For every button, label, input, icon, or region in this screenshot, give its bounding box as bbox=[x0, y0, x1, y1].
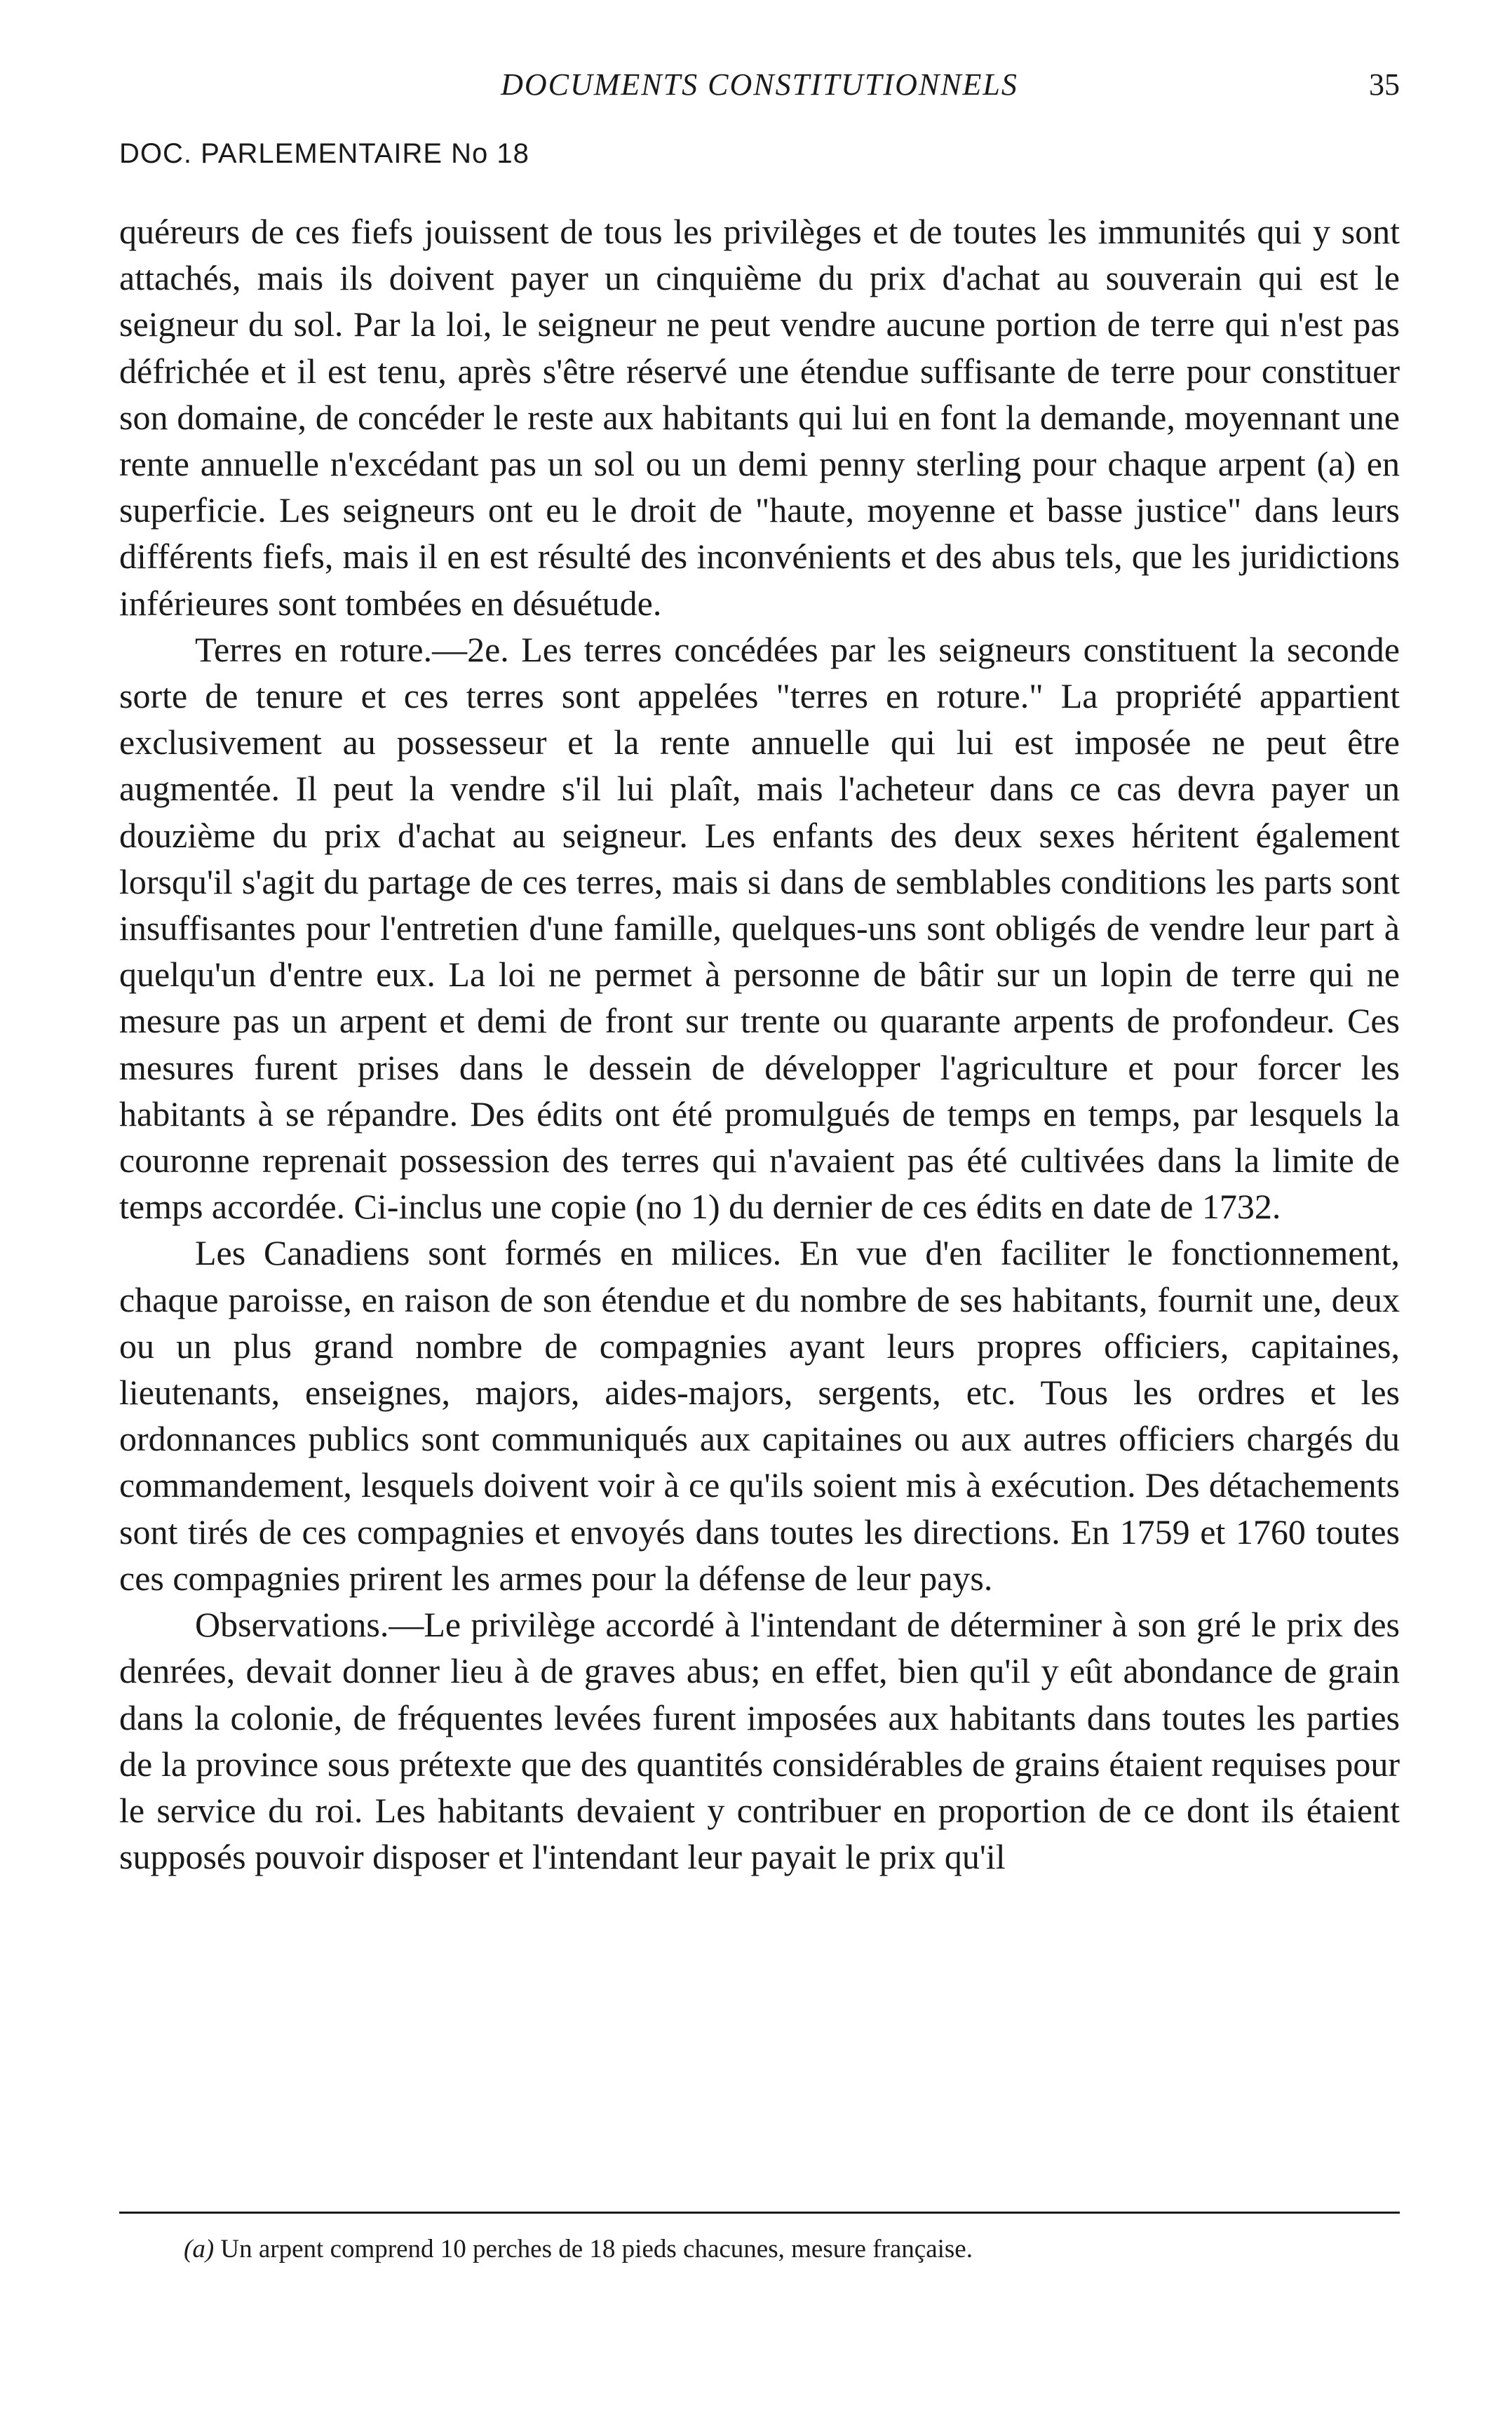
document-label: DOC. PARLEMENTAIRE No 18 bbox=[119, 138, 529, 169]
running-head bbox=[119, 67, 1400, 109]
footnote-text: Un arpent comprend 10 perches de 18 pieds chacunes, mesure française. bbox=[220, 2235, 973, 2263]
running-title: DOCUMENTS CONSTITUTIONNELS bbox=[501, 67, 1018, 102]
paragraph-milices: Les Canadiens sont formés en milices. En vue d'en faciliter le fonctionnement, chaque paroisse, en raison de son étendue et du nombre de ses habitants, fournit une, deux ou un plus grand nombre de compagnies ayant leurs propres officiers, capitaines, lieutenants, enseignes, majors, aides-majors, sergents, etc. Tous les ordres et les ordonnances publics sont communiqués aux capitaines ou aux autres officiers chargés du commandement, lesquels doivent voir à ce qu'ils soient mis à exécution. Des détachements sont tirés de ces compagnies et envoyés dans toutes les directions. En 1759 et 1760 toutes ces compagnies prirent les armes pour la défense de leur pays. bbox=[119, 1233, 1400, 1598]
body-text bbox=[119, 208, 1400, 1880]
page-number: 35 bbox=[1369, 67, 1400, 102]
footnote bbox=[184, 2233, 1400, 2266]
paragraph-continuation: quéreurs de ces fiefs jouissent de tous les privilèges et de toutes les immunités qui y sont attachés, mais ils doivent payer un cinquième du prix d'achat au souverain qui est le seigneur du sol. Par la loi, le seigneur ne peut vendre aucune portion de terre qui n'est pas défrichée et il est tenu, après s'être réservé une étendue suffisante de terre pour constituer son domaine, de concéder le reste aux habitants qui lui en font la demande, moyennant une rente annuelle n'excédant pas un sol ou un demi penny sterling pour chaque arpent (a) en superficie. Les seigneurs ont eu le droit de "haute, moyenne et basse justice" dans leurs différents fiefs, mais il en est résulté des inconvénients et des abus tels, que les juridictions inférieures sont tombées en désuétude. bbox=[119, 212, 1400, 623]
footnote-divider bbox=[119, 2212, 1400, 2214]
footnote-marker: (a) bbox=[184, 2235, 215, 2263]
paragraph-observations: Observations.—Le privilège accordé à l'intendant de déterminer à son gré le prix des denrées, devait donner lieu à de graves abus; en effet, bien qu'il y eût abondance de grain dans la colonie, de fréquentes levées furent imposées aux habitants dans toutes les parties de la province sous prétexte que des quantités considérables de grains étaient requises pour le service du roi. Les habitants devaient y contribuer en proportion de ce dont ils étaient supposés pouvoir disposer et l'intendant leur payait le prix qu'il bbox=[119, 1605, 1400, 1877]
paragraph-terres-en-roture: Terres en roture.—2e. Les terres concédées par les seigneurs constituent la seconde sorte de tenure et ces terres sont appelées "terres en roture." La propriété appartient exclusivement au possesseur et la rente annuelle qui lui est imposée ne peut être augmentée. Il peut la vendre s'il lui plaît, mais l'acheteur dans ce cas devra payer un douzième du prix d'achat au seigneur. Les enfants des deux sexes héritent également lorsqu'il s'agit du partage de ces terres, mais si dans de semblables conditions les parts sont insuffisantes pour l'entretien d'une famille, quelques-uns sont obligés de vendre leur part à quelqu'un d'entre eux. La loi ne permet à personne de bâtir sur un lopin de terre qui ne mesure pas un arpent et demi de front sur trente ou quarante arpents de profondeur. Ces mesures furent prises dans le dessein de développer l'agriculture et pour forcer les habitants à se répandre. Des édits ont été promulgués de temps en temps, par lesquels la couronne reprenait possession des terres qui n'avaient pas été cultivées dans la limite de temps accordée. Ci-inclus une copie (no 1) du dernier de ces édits en date de 1732. bbox=[119, 629, 1400, 1227]
